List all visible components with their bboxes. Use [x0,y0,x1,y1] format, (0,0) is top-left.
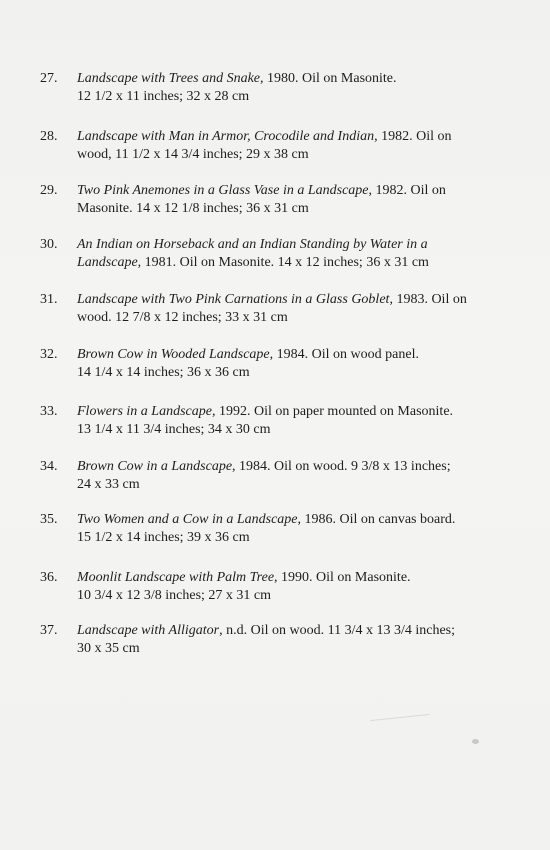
entry-line-1 [77,403,510,421]
entry-line-1 [77,511,510,529]
entry-text [77,291,510,327]
artwork-details: , 1984. Oil on wood panel. [269,347,419,362]
entry-text [77,458,510,494]
artwork-details: , 1992. Oil on paper mounted on Masonite. [211,404,454,419]
entry-line-2: 14 1/4 x 14 inches; 36 x 36 cm [77,365,250,380]
artwork-details: , 1983. Oil on [389,292,467,307]
artwork-details: , 1990. Oil on Masonite. [274,570,411,585]
entry-text [77,622,510,658]
entry-line-2: 10 3/4 x 12 3/8 inches; 27 x 31 cm [77,588,272,603]
entry-line-2: wood. 12 7/8 x 12 inches; 33 x 31 cm [77,310,288,325]
entry-line-2: 24 x 33 cm [77,477,140,492]
artwork-title: Moonlit Landscape with Palm Tree [77,570,275,585]
entry-text [77,403,510,439]
artwork-title: Brown Cow in a Landscape [77,459,233,474]
artwork-title: Landscape with Alligator [77,623,220,638]
artwork-title: Two Pink Anemones in a Glass Vase in a Landscape [77,183,369,198]
entry-number: 33. [40,404,58,419]
entry-line-2: 15 1/2 x 14 inches; 39 x 36 cm [77,530,250,545]
entry-number: 31. [40,292,58,307]
entry-line-2: 30 x 35 cm [77,641,140,656]
entry-line-1 [77,458,510,476]
artwork-title: Two Women and a Cow in a Landscape [77,512,298,527]
entry-line-2 [77,254,510,272]
entry-text [77,182,510,218]
artwork-title: Flowers in a Landscape [77,404,212,419]
entry-text [77,346,510,382]
entry-line-1 [77,236,510,254]
entry-line-1 [77,622,510,640]
entry-line-1 [77,182,510,200]
artwork-title: Brown Cow in Wooded Landscape [77,347,270,362]
artwork-title: Landscape with Two Pink Carnations in a Glass Goblet [77,292,390,307]
artwork-details: , 1986. Oil on canvas board. [297,512,456,527]
entry-number: 37. [40,623,58,638]
entry-line-2: Masonite. 14 x 12 1/8 inches; 36 x 31 cm [77,201,309,216]
entry-line-1 [77,346,510,364]
entry-text [77,569,510,605]
entry-line-2: 13 1/4 x 11 3/4 inches; 34 x 30 cm [77,422,271,437]
entry-number: 36. [40,570,58,585]
entry-line-1 [77,128,510,146]
entry-number: 34. [40,459,58,474]
artwork-title: An Indian on Horseback and an Indian Standing by Water in a [77,237,428,252]
artwork-title: Landscape with Trees and Snake [77,71,261,86]
artwork-details: , n.d. Oil on wood. 11 3/4 x 13 3/4 inches; [219,623,456,638]
artwork-details: , 1982. Oil on [374,129,452,144]
artwork-title-continued: Landscape [77,255,138,270]
artwork-details: , 1984. Oil on wood. 9 3/8 x 13 inches; [232,459,451,474]
entry-line-2: 12 1/2 x 11 inches; 32 x 28 cm [77,89,250,104]
artwork-details: , 1980. Oil on Masonite. [260,71,397,86]
entry-text [77,70,510,106]
entry-line-1 [77,569,510,587]
entry-text [77,236,510,272]
artwork-details: , 1982. Oil on [368,183,446,198]
paper-mark [370,714,430,721]
artwork-title: Landscape with Man in Armor, Crocodile and Indian [77,129,375,144]
entry-text [77,511,510,547]
entry-number: 29. [40,183,58,198]
artwork-details: , 1981. Oil on Masonite. 14 x 12 inches; 36 x 31 cm [137,255,429,270]
entry-number: 32. [40,347,58,362]
entry-number: 30. [40,237,58,252]
entry-number: 28. [40,129,58,144]
entry-number: 27. [40,71,58,86]
paper-speck [472,739,479,744]
entry-line-1 [77,291,510,309]
entry-line-1 [77,70,510,88]
entry-number: 35. [40,512,58,527]
entry-text [77,128,510,164]
entry-line-2: wood, 11 1/2 x 14 3/4 inches; 29 x 38 cm [77,147,309,162]
